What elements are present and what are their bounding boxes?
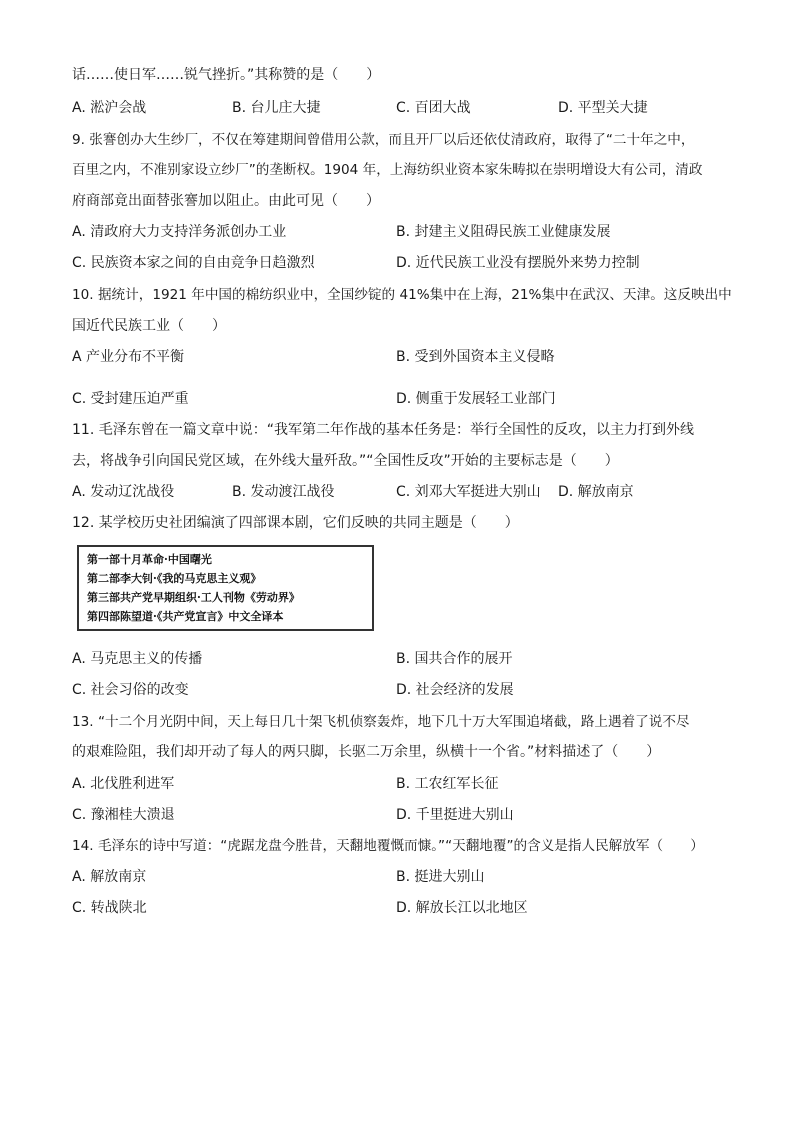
q12-option-d[interactable]: D. 社会经济的发展 — [396, 682, 514, 698]
q10-stem-line-1: 10. 据统计，1921 年中国的棉纺织业中，全国纱锭的 41%集中在上海，21%集中在武汉、天津。这反映出中 — [72, 287, 732, 303]
q14-option-c[interactable]: C. 转战陕北 — [72, 900, 147, 916]
q11-option-b[interactable]: B. 发动渡江战役 — [232, 484, 335, 500]
q12-option-a[interactable]: A. 马克思主义的传播 — [72, 651, 203, 667]
q9-option-a[interactable]: A. 清政府大力支持洋务派创办工业 — [72, 224, 287, 240]
q11-option-c[interactable]: C. 刘邓大军挺进大别山 — [396, 484, 541, 500]
q11-stem-line-1: 11. 毛泽东曾在一篇文章中说：“我军第二年作战的基本任务是：举行全国性的反攻，以主力打到外线 — [72, 422, 694, 438]
q8-option-a[interactable]: A. 淞沪会战 — [72, 100, 147, 116]
q10-option-a[interactable]: A 产业分布不平衡 — [72, 349, 185, 365]
q13-option-a[interactable]: A. 北伐胜利进军 — [72, 776, 175, 792]
q9-option-d[interactable]: D. 近代民族工业没有摆脱外来势力控制 — [396, 255, 640, 271]
q11-stem-line-2: 去，将战争引向国民党区域，在外线大量歼敌。”“全国性反攻”开始的主要标志是（ ） — [72, 453, 619, 469]
q12-option-c[interactable]: C. 社会习俗的改变 — [72, 682, 189, 698]
q14-option-d[interactable]: D. 解放长江以北地区 — [396, 900, 528, 916]
q10-stem-line-2: 国近代民族工业（ ） — [72, 318, 226, 334]
q13-option-d[interactable]: D. 千里挺进大别山 — [396, 807, 514, 823]
q14-option-a[interactable]: A. 解放南京 — [72, 869, 147, 885]
q11-option-a[interactable]: A. 发动辽沈战役 — [72, 484, 175, 500]
q9-stem-line-2: 百里之内，不准别家设立纱厂”的垄断权。1904 年，上海纺织业资本家朱畴拟在崇明增设大有公司，清政 — [72, 162, 703, 178]
q13-option-c[interactable]: C. 豫湘桂大溃退 — [72, 807, 175, 823]
q9-option-b[interactable]: B. 封建主义阻碍民族工业健康发展 — [396, 224, 611, 240]
q9-stem-line-1: 9. 张謇创办大生纱厂，不仅在筹建期间曾借用公款，而且开厂以后还依仗清政府，取得了“二十年之中， — [72, 132, 695, 148]
q12-play-3: 第三部共产党早期组织·工人刊物《劳动界》 — [87, 591, 300, 604]
q10-option-c[interactable]: C. 受封建压迫严重 — [72, 391, 189, 407]
q12-play-2: 第二部李大钊·《我的马克思主义观》 — [87, 572, 262, 585]
q12-play-4: 第四部陈望道·《共产党宣言》中文全译本 — [87, 610, 284, 623]
q12-option-b[interactable]: B. 国共合作的展开 — [396, 651, 513, 667]
q14-option-b[interactable]: B. 挺进大别山 — [396, 869, 485, 885]
q9-stem-line-3: 府商部竟出面替张謇加以阻止。由此可见（ ） — [72, 193, 380, 209]
q13-option-b[interactable]: B. 工农红军长征 — [396, 776, 499, 792]
q14-stem: 14. 毛泽东的诗中写道：“虎踞龙盘今胜昔，天翻地覆慨而慷。”“天翻地覆”的含义是指人民解放军（ ） — [72, 838, 704, 854]
q13-stem-line-1: 13. “十二个月光阴中间，天上每日几十架飞机侦察轰炸，地下几十万大军围追堵截，路上遇着了说不尽 — [72, 714, 690, 730]
q12-play-1: 第一部十月革命·中国曙光 — [87, 553, 212, 566]
q11-option-d[interactable]: D. 解放南京 — [558, 484, 634, 500]
q9-option-c[interactable]: C. 民族资本家之间的自由竞争日趋激烈 — [72, 255, 315, 271]
q8-option-c[interactable]: C. 百团大战 — [396, 100, 471, 116]
q13-stem-line-2: 的艰难险阻，我们却开动了每人的两只脚，长驱二万余里，纵横十一个省。”材料描述了（ ） — [72, 744, 661, 760]
q10-option-d[interactable]: D. 侧重于发展轻工业部门 — [396, 391, 556, 407]
q8-stem-tail: 话……使日军……锐气挫折。”其称赞的是（ ） — [72, 67, 381, 83]
q8-option-d[interactable]: D. 平型关大捷 — [558, 100, 648, 116]
q10-option-b[interactable]: B. 受到外国资本主义侵略 — [396, 349, 555, 365]
q12-play-list-box — [77, 545, 374, 631]
q12-stem: 12. 某学校历史社团编演了四部课本剧，它们反映的共同主题是（ ） — [72, 515, 519, 531]
q8-option-b[interactable]: B. 台儿庄大捷 — [232, 100, 321, 116]
